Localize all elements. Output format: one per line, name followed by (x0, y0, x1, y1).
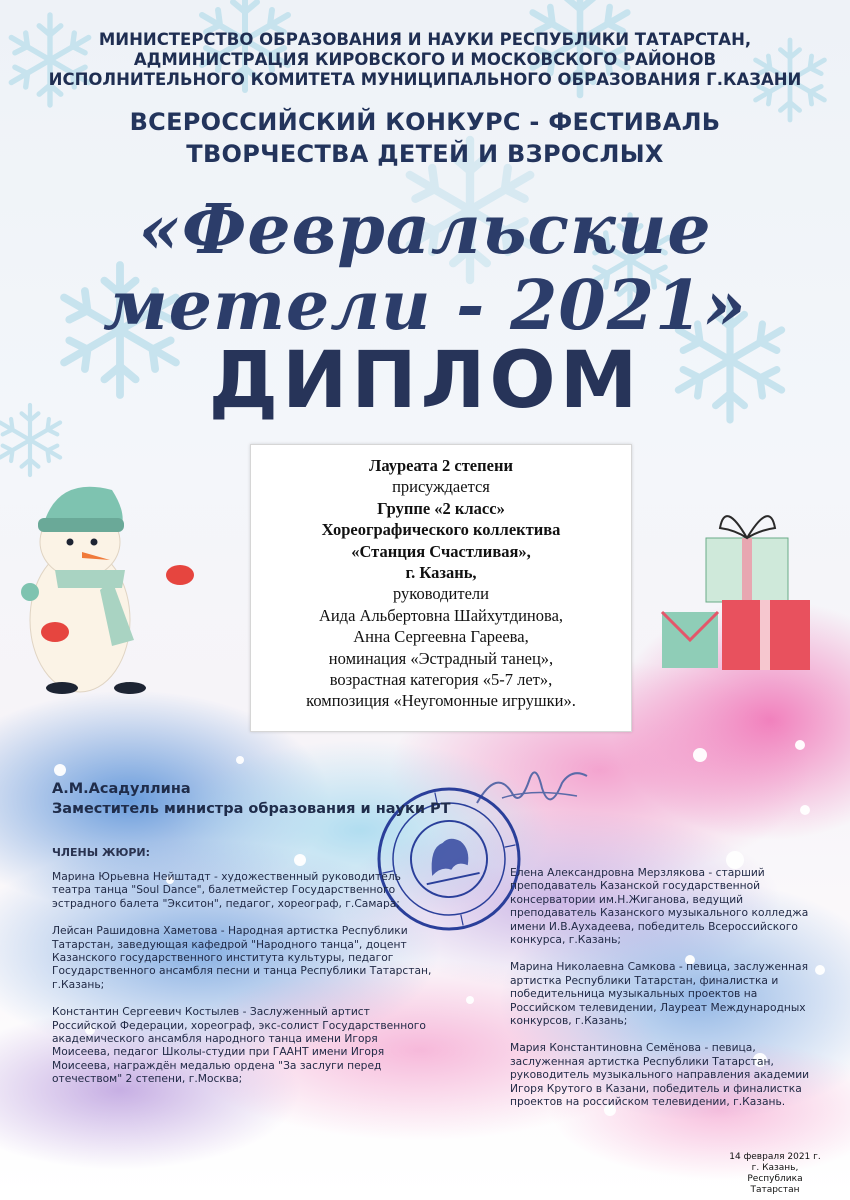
award-line: Лауреата 2 степени (369, 456, 513, 475)
date-line: 14 февраля 2021 г. (729, 1152, 821, 1162)
official-title: Заместитель министра образования и науки РТ (52, 801, 451, 817)
award-line: Группе «2 класс» (377, 498, 505, 518)
award-line: присуждается (392, 477, 490, 497)
ministry-line: АДМИНИСТРАЦИЯ КИРОВСКОГО И МОСКОВСКОГО РАЙОНОВ (133, 50, 717, 69)
city-line: г. Казань, (751, 1163, 799, 1173)
jury-member: Марина Николаевна Самкова - певица, заслуженная артистка Республики Татарстан, финалистка и победительница музыкальных проектов на Российском телевидении, Лауреат Международных конкурсов, г.Казань; (510, 960, 809, 1028)
award-line: Аида Альбертовна Шайхутдинова, (318, 605, 564, 625)
ministry-line: ИСПОЛНИТЕЛЬНОГО КОМИТЕТА МУНИЦИПАЛЬНОГО ОБРАЗОВАНИЯ Г.КАЗАНИ (48, 70, 802, 89)
jury-left-column (52, 870, 432, 1100)
ministry-header (0, 30, 850, 90)
jury-member: Елена Александровна Мерзлякова - старший преподаватель Казанской государственной консерватории им.Н.Жиганова, ведущий преподаватель Казанского музыкального колледжа имени И.В.Аухадеева, победитель Всероссийского конкурса, г.Казань; (510, 866, 809, 947)
jury-member: Марина Юрьевна Нейштадт - художественный руководитель театра танца "Soul Dance", балетмейстер Государственного эстрадного балета "Экситон", педагог, хореограф, г.Самара; (52, 870, 401, 910)
contest-line: ТВОРЧЕСТВА ДЕТЕЙ И ВЗРОСЛЫХ (186, 140, 664, 168)
contest-title (0, 106, 850, 170)
award-line: номинация «Эстрадный танец», (328, 648, 554, 668)
award-line: композиция «Неугомонные игрушки». (306, 691, 576, 711)
award-line: г. Казань, (405, 563, 477, 583)
award-box (250, 444, 632, 732)
region-line: Республика Татарстан (747, 1174, 803, 1195)
festival-name-line-1: «Февральские (138, 190, 712, 270)
jury-heading: ЧЛЕНЫ ЖЮРИ: (52, 846, 151, 859)
diploma-heading: ДИПЛОМ (208, 336, 642, 426)
jury-right-column (510, 866, 810, 1123)
award-line: руководители (393, 584, 489, 604)
award-line: Анна Сергеевна Гареева, (353, 627, 529, 647)
contest-line: ВСЕРОССИЙСКИЙ КОНКУРС - ФЕСТИВАЛЬ (129, 108, 721, 136)
award-line: «Станция Счастливая», (351, 541, 531, 561)
official-signature-block (52, 779, 451, 819)
festival-name-line-2: метели - 2021» (103, 266, 747, 346)
jury-member: Мария Константиновна Семёнова - певица, заслуженная артистка Республики Татарстан, руководитель музыкального направления академии Игоря Крутого в Казани, победитель и финалистка проектов на российском телевидении, г.Казань. (510, 1041, 810, 1109)
ministry-line: МИНИСТЕРСТВО ОБРАЗОВАНИЯ И НАУКИ РЕСПУБЛИКИ ТАТАРСТАН, (98, 30, 752, 49)
date-place (725, 1152, 825, 1196)
award-line: возрастная категория «5-7 лет», (329, 670, 553, 690)
award-line: Хореографического коллектива (321, 520, 561, 540)
jury-member: Константин Сергеевич Костылев - Заслуженный артист Российской Федерации, хореограф, экс-солист Государственного академического ансамбля народного танца имени Игоря Моисеева, педагог Школы-студии при ГААНТ имени Игоря Моисеева, награждён медалью ордена "За заслуги перед отечеством" 2 степени, г.Москва; (52, 1005, 426, 1086)
jury-member: Лейсан Рашидовна Хаметова - Народная артистка Республики Татарстан, заведующая кафедрой "Народного танца", доцент Казанского государственного института культуры, педагог Государственного ансамбля песни и танца Республики Татарстан, г.Казань; (52, 924, 432, 991)
official-name: А.М.Асадуллина (52, 781, 191, 797)
